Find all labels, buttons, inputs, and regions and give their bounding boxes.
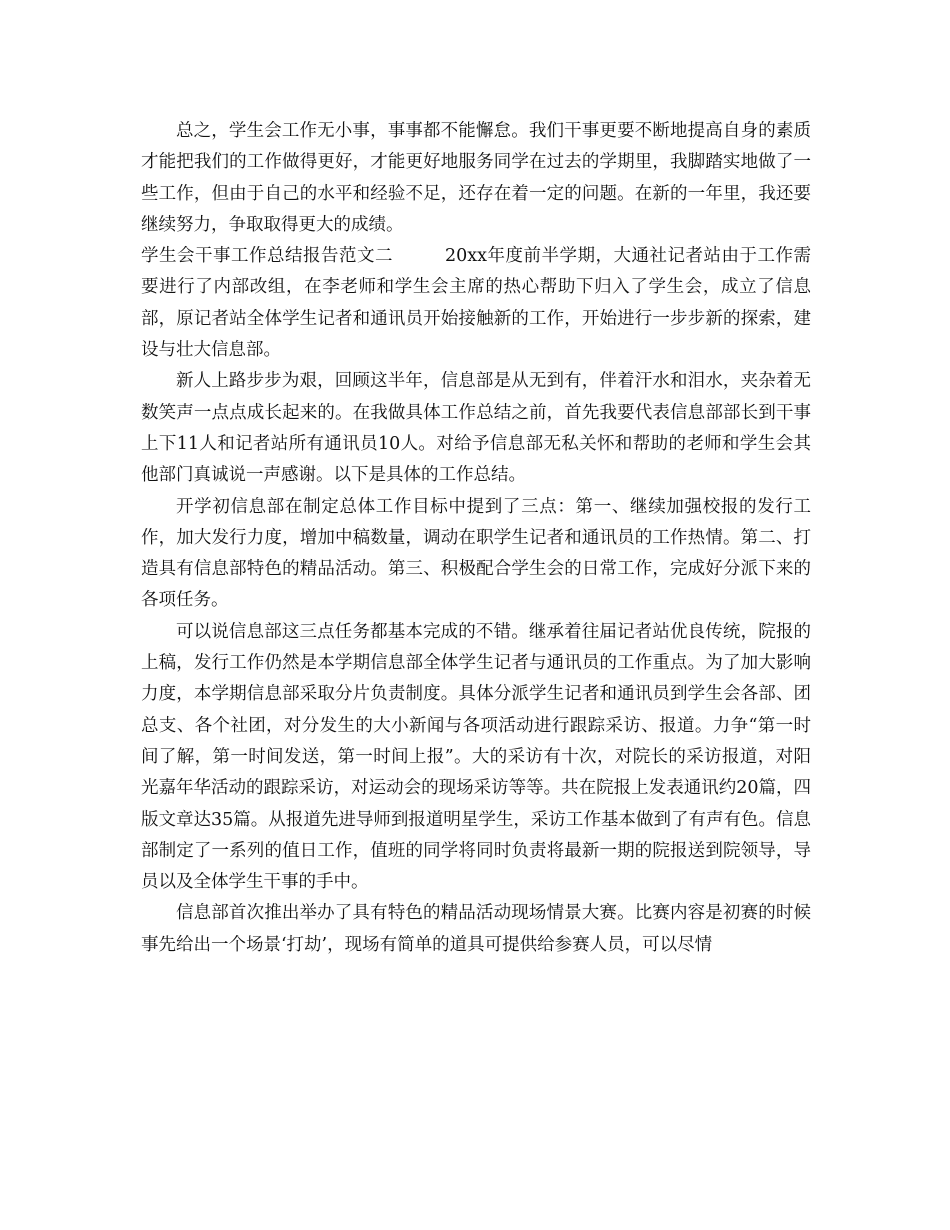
paragraph-2 [141, 241, 811, 366]
document-body [141, 116, 811, 961]
paragraph-6: 信息部首次推出举办了具有特色的精品活动现场情景大赛。比赛内容是初赛的时候事先给出一个场景‘打劫’，现场有简单的道具可提供给参赛人员，可以尽情 [141, 903, 811, 955]
paragraph-5: 可以说信息部这三点任务都基本完成的不错。继承着往届记者站优良传统，院报的上稿，发行工作仍然是本学期信息部全体学生记者与通讯员的工作重点。为了加大影响力度，本学期信息部采取分片负责制度。具体分派学生记者和通讯员到学生会各部、团总支、各个社团，对分发生的大小新闻与各项活动进行跟踪采访、报道。力争“第一时间了解，第一时间发送，第一时间上报”。大的采访有十次，对院长的采访报道，对阳光嘉年华活动的跟踪采访，对运动会的现场采访等等。共在院报上发表通讯约20篇，四版文章达35篇。从报道先进导师到报道明星学生，采访工作基本做到了有声有色。信息部制定了一系列的值日工作，值班的同学将同时负责将最新一期的院报送到院领导，导员以及全体学生干事的手中。 [141, 621, 811, 893]
paragraph-3: 新人上路步步为艰，回顾这半年，信息部是从无到有，伴着汗水和泪水，夹杂着无数笑声一点点成长起来的。在我做具体工作总结之前，首先我要代表信息部部长到干事上下11人和记者站所有通讯员10人。对给予信息部无私关怀和帮助的老师和学生会其他部门真诚说一声感谢。以下是具体的工作总结。 [141, 371, 811, 486]
paragraph-2-text: 20xx年度前半学期，大通社记者站由于工作需要进行了内部改组，在李老师和学生会主席的热心帮助下归入了学生会，成立了信息部，原记者站全体学生记者和通讯员开始接触新的工作，开始进行一步步新的探索，建设与壮大信息部。 [141, 246, 811, 361]
paragraph-4: 开学初信息部在制定总体工作目标中提到了三点：第一、继续加强校报的发行工作，加大发行力度，增加中稿数量，调动在职学生记者和通讯员的工作热情。第二、打造具有信息部特色的精品活动。第三、积极配合学生会的日常工作，完成好分派下来的各项任务。 [141, 496, 811, 611]
paragraph-1: 总之，学生会工作无小事，事事都不能懈怠。我们干事更要不断地提高自身的素质才能把我们的工作做得更好，才能更好地服务同学在过去的学期里，我脚踏实地做了一些工作，但由于自己的水平和经验不足，还存在着一定的问题。在新的一年里，我还要继续努力，争取取得更大的成绩。 [141, 121, 811, 235]
section-title: 学生会干事工作总结报告范文二 [141, 246, 393, 267]
